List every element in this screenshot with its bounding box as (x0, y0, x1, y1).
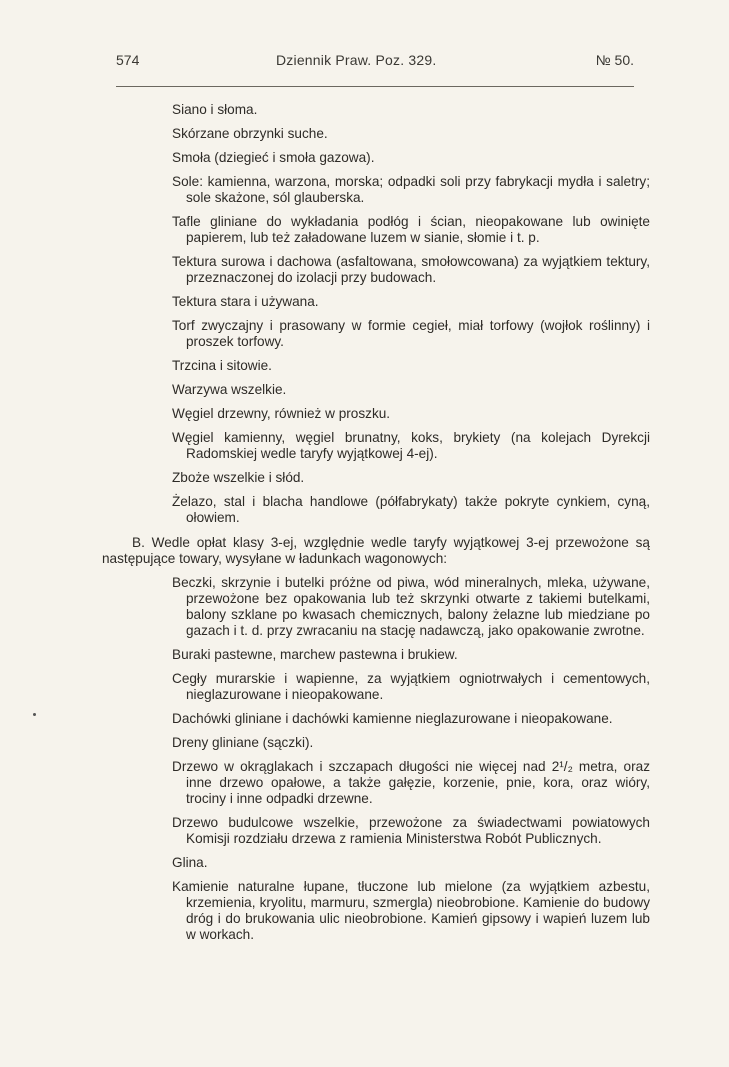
journal-title: Dziennik Praw. Poz. 329. (276, 52, 437, 68)
list-item: Kamienie naturalne łupane, tłuczone lub mielone (za wyjątkiem azbestu, krzemienia, kryolitu, marmuru, szmergla) nieobrobione. Kamienie do budowy dróg i do brukowania ulic nieobrobione. Kamień gipsowy i wapień luzem lub w workach. (172, 879, 650, 942)
list-item: Trzcina i sitowie. (172, 358, 272, 373)
list-item: Żelazo, stal i blacha handlowe (półfabrykaty) także pokryte cynkiem, cyną, ołowiem. (172, 494, 650, 525)
list-item: Buraki pastewne, marchew pastewna i brukiew. (172, 647, 458, 662)
list-item: Zboże wszelkie i słód. (172, 470, 305, 485)
list-item: Tektura surowa i dachowa (asfaltowana, smołowcowana) za wyjątkiem tektury, przeznaczonej do izolacji przy budowach. (172, 254, 650, 285)
page-body (102, 102, 650, 951)
list-item: Cegły murarskie i wapienne, za wyjątkiem ogniotrwałych i cementowych, nieglazurowane i nieopakowane. (172, 671, 650, 702)
list-item: Dreny gliniane (sączki). (172, 735, 314, 750)
goods-list-a (172, 102, 650, 526)
list-item: Drzewo budulcowe wszelkie, przewożone za świadectwami powiatowych Komisji rozdziału drzewa z ramienia Ministerstwa Robót Publicznych. (172, 815, 650, 846)
list-item: Glina. (172, 855, 208, 870)
page-number: 574 (116, 52, 140, 68)
scan-speck (33, 713, 36, 716)
list-item: Sole: kamienna, warzona, morska; odpadki soli przy fabrykacji mydła i saletry; sole skażone, sól glauberska. (172, 174, 650, 205)
list-item: Węgiel drzewny, również w proszku. (172, 406, 391, 421)
goods-list-b (172, 575, 650, 943)
list-item: Torf zwyczajny i prasowany w formie cegieł, miał torfowy (wojłok roślinny) i proszek torfowy. (172, 318, 650, 349)
list-item: Smoła (dziegieć i smoła gazowa). (172, 150, 375, 165)
list-item: Warzywa wszelkie. (172, 382, 287, 397)
list-item: Drzewo w okrąglakach i szczapach długości nie więcej nad 2¹/₂ metra, oraz inne drzewo opałowe, a także gałęzie, korzenie, pnie, kora, oraz wióry, trociny i inne odpadki drzewne. (172, 759, 650, 806)
list-item: Beczki, skrzynie i butelki próżne od piwa, wód mineralnych, mleka, używane, przewożone bez opakowania lub też skrzynki otwarte z takiemi butelkami, balony szklane po kwasach chemicznych, balony żelazne lub miedziane po gazach i t. d. przy zwracaniu na stację nadawczą, jako opakowanie zwrotne. (172, 575, 650, 638)
list-item: Siano i słoma. (172, 102, 258, 117)
page-header (116, 52, 634, 74)
list-item: Węgiel kamienny, węgiel brunatny, koks, brykiety (na kolejach Dyrekcji Radomskiej wedle taryfy wyjątkowej 4-ej). (172, 430, 650, 461)
list-item: Tektura stara i używana. (172, 294, 319, 309)
list-item: Dachówki gliniane i dachówki kamienne nieglazurowane i nieopakowane. (172, 711, 613, 726)
issue-number: № 50. (595, 52, 634, 68)
paragraph-b: B. Wedle opłat klasy 3-ej, względnie wedle taryfy wyjątkowej 3-ej przewożone są następujące towary, wysyłane w ładunkach wagonowych: (102, 535, 650, 566)
list-item: Tafle gliniane do wykładania podłóg i ścian, nieopakowane lub owinięte papierem, lub też załadowane luzem w sianie, słomie i t. p. (172, 214, 650, 245)
list-item: Skórzane obrzynki suche. (172, 126, 328, 141)
header-rule (116, 86, 634, 87)
